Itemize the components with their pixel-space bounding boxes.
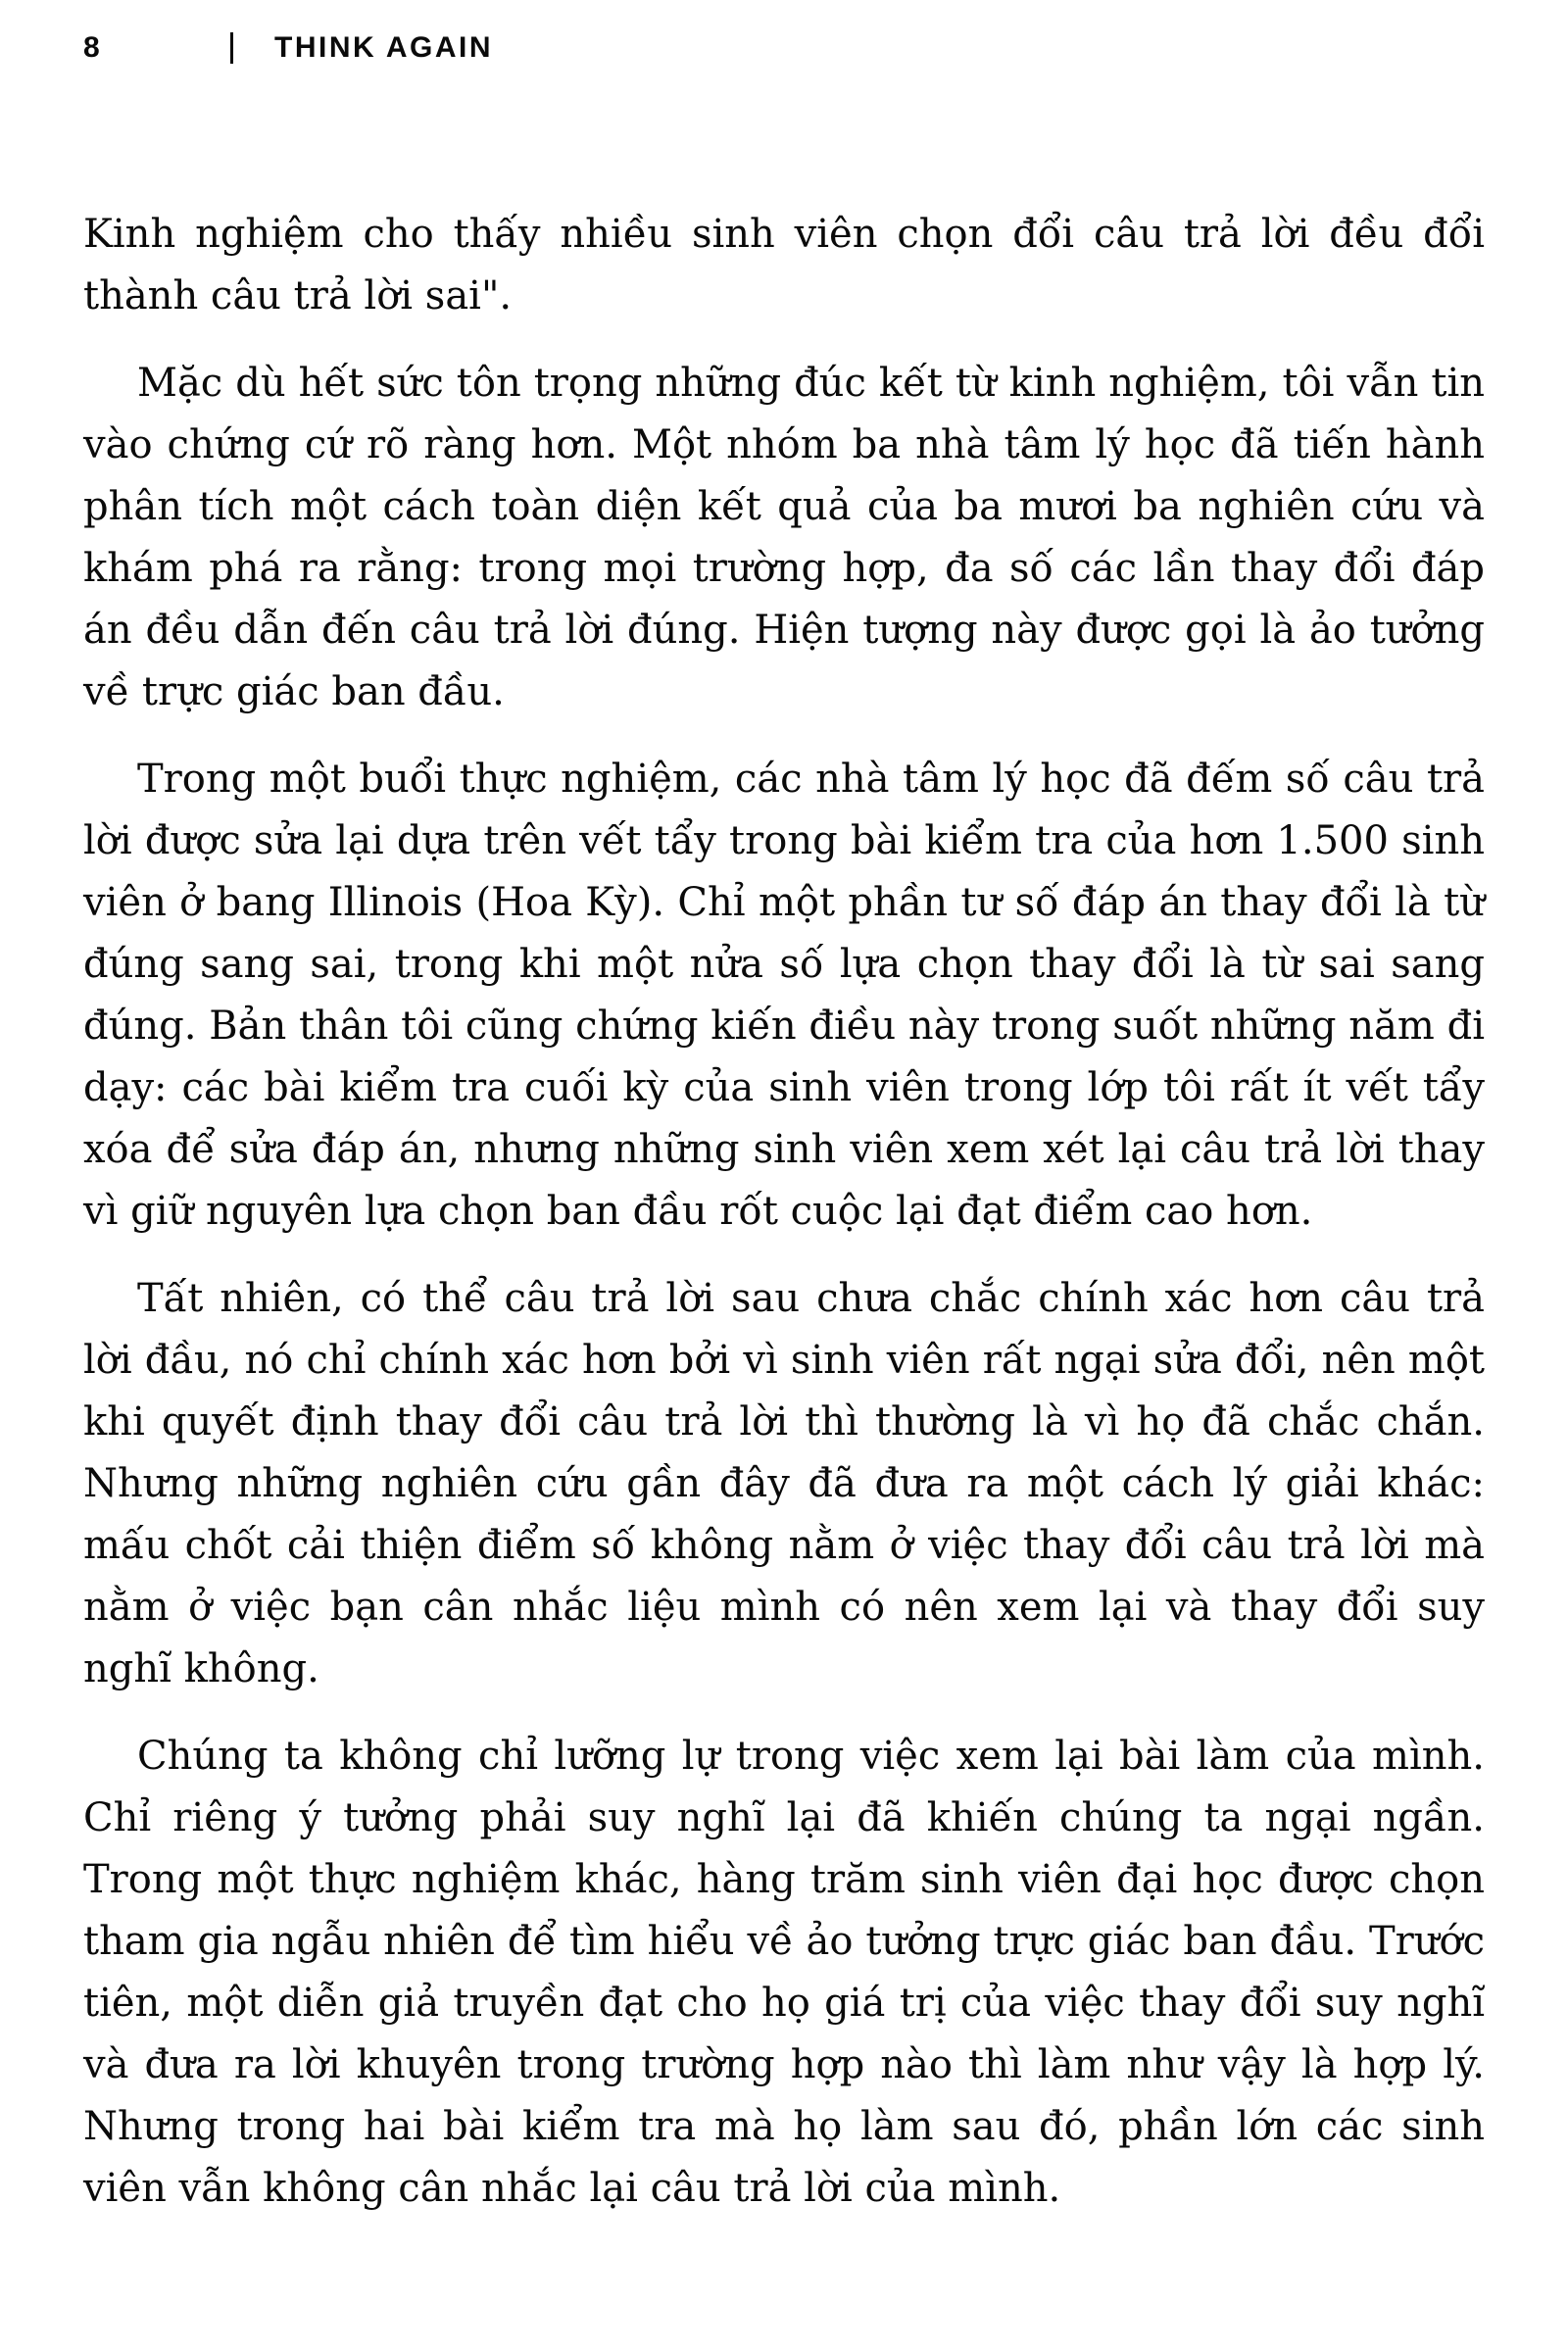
page-body (83, 204, 1485, 2220)
header-separator-rule (230, 32, 233, 64)
body-paragraph: Tất nhiên, có thể câu trả lời sau chưa chắc chính xác hơn câu trả lời đầu, nó chỉ chính xác hơn bởi vì sinh viên rất ngại sửa đổi, nên một khi quyết định thay đổi câu trả lời thì thường là vì họ đã chắc chắn. Nhưng những nghiên cứu gần đây đã đưa ra một cách lý giải khác: mấu chốt cải thiện điểm số không nằm ở việc thay đổi câu trả lời mà nằm ở việc bạn cân nhắc liệu mình có nên xem lại và thay đổi suy nghĩ không. (83, 1276, 1485, 1691)
body-paragraph: Mặc dù hết sức tôn trọng những đúc kết từ kinh nghiệm, tôi vẫn tin vào chứng cứ rõ ràng hơn. Một nhóm ba nhà tâm lý học đã tiến hành phân tích một cách toàn diện kết quả của ba mươi ba nghiên cứu và khám phá ra rằng: trong mọi trường hợp, đa số các lần thay đổi đáp án đều dẫn đến câu trả lời đúng. Hiện tượng này được gọi là ảo tưởng về trực giác ban đầu. (83, 361, 1485, 714)
body-paragraph: Kinh nghiệm cho thấy nhiều sinh viên chọn đổi câu trả lời đều đổi thành câu trả lời sai". (83, 212, 1485, 318)
book-title: THINK AGAIN (274, 31, 494, 64)
body-paragraph: Chúng ta không chỉ lưỡng lự trong việc xem lại bài làm của mình. Chỉ riêng ý tưởng phải suy nghĩ lại đã khiến chúng ta ngại ngần. Trong một thực nghiệm khác, hàng trăm sinh viên đại học được chọn tham gia ngẫu nhiên để tìm hiểu về ảo tưởng trực giác ban đầu. Trước tiên, một diễn giả truyền đạt cho họ giá trị của việc thay đổi suy nghĩ và đưa ra lời khuyên trong trường hợp nào thì làm như vậy là hợp lý. Nhưng trong hai bài kiểm tra mà họ làm sau đó, phần lớn các sinh viên vẫn không cân nhắc lại câu trả lời của mình. (83, 1734, 1485, 2211)
body-paragraph: Trong một buổi thực nghiệm, các nhà tâm lý học đã đếm số câu trả lời được sửa lại dựa trên vết tẩy trong bài kiểm tra của hơn 1.500 sinh viên ở bang Illinois (Hoa Kỳ). Chỉ một phần tư số đáp án thay đổi là từ đúng sang sai, trong khi một nửa số lựa chọn thay đổi là từ sai sang đúng. Bản thân tôi cũng chứng kiến điều này trong suốt những năm đi dạy: các bài kiểm tra cuối kỳ của sinh viên trong lớp tôi rất ít vết tẩy xóa để sửa đáp án, nhưng những sinh viên xem xét lại câu trả lời thay vì giữ nguyên lựa chọn ban đầu rốt cuộc lại đạt điểm cao hơn. (83, 757, 1485, 1234)
running-header (83, 31, 1485, 65)
page-number: 8 (83, 31, 103, 64)
